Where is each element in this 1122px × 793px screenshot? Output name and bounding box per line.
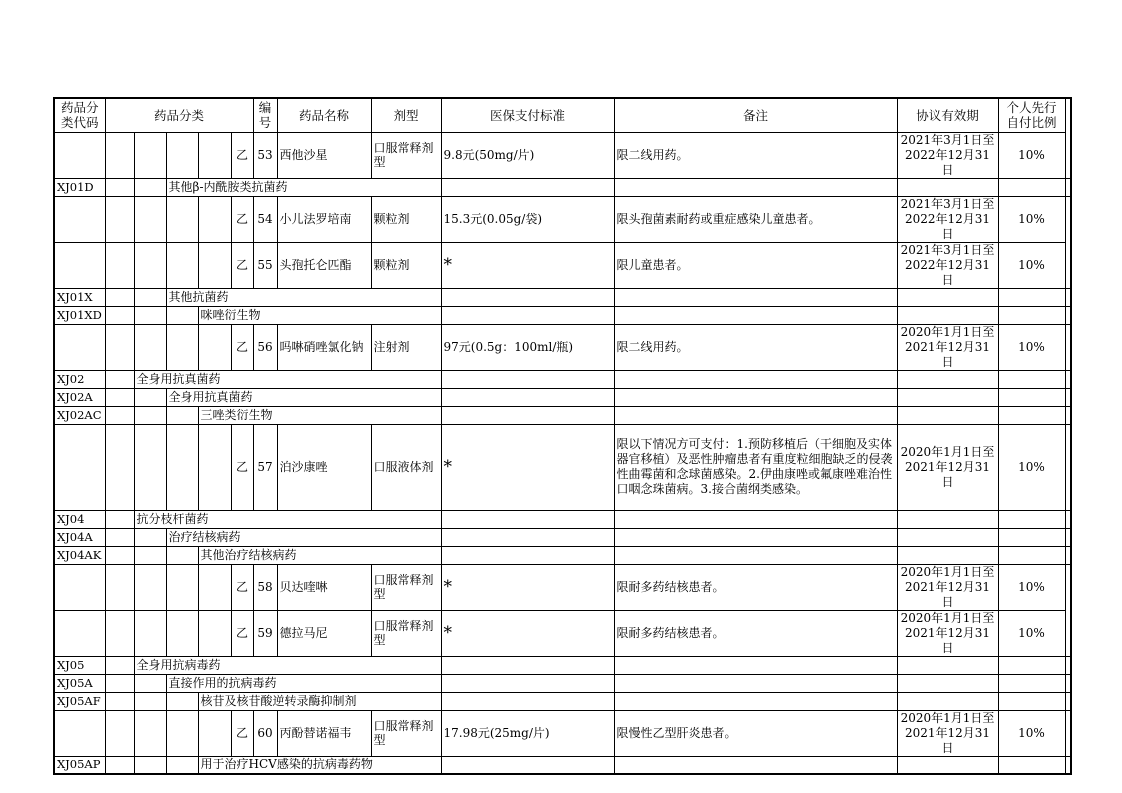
category-code: XJ04A bbox=[54, 528, 105, 546]
category-code: XJ05AF bbox=[54, 692, 105, 710]
category-label: 全身用抗病毒药 bbox=[134, 656, 441, 674]
drug-name: 泊沙康唑 bbox=[277, 424, 371, 510]
category-cell bbox=[134, 692, 166, 710]
category-label: 其他抗菌药 bbox=[166, 288, 441, 306]
category-cell bbox=[198, 324, 231, 370]
category-cell bbox=[198, 610, 231, 656]
category-row bbox=[54, 674, 1071, 692]
empty-cell bbox=[1065, 178, 1071, 196]
empty-cell bbox=[441, 406, 614, 424]
drug-name: 头孢托仑匹酯 bbox=[277, 242, 371, 288]
category-cell bbox=[105, 710, 134, 756]
category-cell bbox=[134, 324, 166, 370]
category-cell bbox=[198, 196, 231, 242]
category-cell bbox=[134, 132, 166, 178]
category-cell bbox=[105, 196, 134, 242]
remark: 限耐多药结核患者。 bbox=[614, 564, 897, 610]
payment-standard: * bbox=[441, 610, 614, 656]
class-cell: 乙 bbox=[231, 564, 253, 610]
category-cell bbox=[198, 424, 231, 510]
empty-cell bbox=[614, 406, 897, 424]
empty-cell bbox=[614, 370, 897, 388]
empty-cell bbox=[998, 388, 1065, 406]
category-cell bbox=[105, 370, 134, 388]
category-code: XJ01D bbox=[54, 178, 105, 196]
code-cell bbox=[54, 564, 105, 610]
empty-cell bbox=[441, 528, 614, 546]
empty-cell bbox=[998, 692, 1065, 710]
category-code: XJ05AP bbox=[54, 756, 105, 774]
category-cell bbox=[198, 710, 231, 756]
category-label: 三唑类衍生物 bbox=[198, 406, 441, 424]
drug-name: 丙酚替诺福韦 bbox=[277, 710, 371, 756]
code-cell bbox=[54, 710, 105, 756]
drug-row bbox=[54, 424, 1071, 510]
class-cell: 乙 bbox=[231, 710, 253, 756]
category-cell bbox=[105, 132, 134, 178]
category-cell bbox=[166, 306, 198, 324]
dosage-form: 颗粒剂 bbox=[371, 196, 441, 242]
payment-standard: 97元(0.5g：100ml/瓶) bbox=[441, 324, 614, 370]
category-label: 咪唑衍生物 bbox=[198, 306, 441, 324]
validity-period: 2021年3月1日至2022年12月31日 bbox=[897, 242, 998, 288]
category-cell bbox=[134, 564, 166, 610]
empty-cell bbox=[897, 288, 998, 306]
category-code: XJ05 bbox=[54, 656, 105, 674]
category-row bbox=[54, 656, 1071, 674]
empty-cell bbox=[441, 288, 614, 306]
empty-cell bbox=[441, 510, 614, 528]
category-cell bbox=[134, 178, 166, 196]
category-code: XJ02A bbox=[54, 388, 105, 406]
dosage-form: 口服常释剂型 bbox=[371, 132, 441, 178]
empty-cell bbox=[897, 674, 998, 692]
validity-period: 2021年3月1日至2022年12月31日 bbox=[897, 196, 998, 242]
drug-number: 58 bbox=[253, 564, 277, 610]
category-cell bbox=[105, 546, 134, 564]
empty-cell bbox=[441, 388, 614, 406]
category-cell bbox=[134, 756, 166, 774]
validity-period: 2021年3月1日至2022年12月31日 bbox=[897, 132, 998, 178]
category-cell bbox=[166, 692, 198, 710]
validity-period: 2020年1月1日至2021年12月31日 bbox=[897, 610, 998, 656]
empty-cell bbox=[441, 370, 614, 388]
self-pay-ratio: 10% bbox=[998, 710, 1065, 756]
empty-cell bbox=[441, 306, 614, 324]
category-cell bbox=[105, 674, 134, 692]
header-validity: 协议有效期 bbox=[897, 98, 998, 132]
header-no: 编号 bbox=[253, 98, 277, 132]
empty-cell bbox=[998, 288, 1065, 306]
category-code: XJ02 bbox=[54, 370, 105, 388]
empty-cell bbox=[1065, 306, 1071, 324]
category-cell bbox=[105, 324, 134, 370]
category-cell bbox=[166, 406, 198, 424]
category-cell bbox=[134, 546, 166, 564]
empty-cell bbox=[897, 528, 998, 546]
remark: 限耐多药结核患者。 bbox=[614, 610, 897, 656]
header-category: 药品分类 bbox=[105, 98, 253, 132]
dosage-form: 口服常释剂型 bbox=[371, 564, 441, 610]
category-row bbox=[54, 178, 1071, 196]
category-code: XJ04AK bbox=[54, 546, 105, 564]
category-cell bbox=[105, 692, 134, 710]
category-label: 核苷及核苷酸逆转录酶抑制剂 bbox=[198, 692, 441, 710]
dosage-form: 注射剂 bbox=[371, 324, 441, 370]
empty-cell bbox=[897, 370, 998, 388]
category-cell bbox=[134, 288, 166, 306]
self-pay-ratio: 10% bbox=[998, 242, 1065, 288]
category-cell bbox=[198, 564, 231, 610]
code-cell bbox=[54, 242, 105, 288]
self-pay-ratio: 10% bbox=[998, 610, 1065, 656]
drug-row bbox=[54, 242, 1071, 288]
category-label: 全身用抗真菌药 bbox=[166, 388, 441, 406]
category-row bbox=[54, 528, 1071, 546]
category-cell bbox=[105, 656, 134, 674]
drug-number: 57 bbox=[253, 424, 277, 510]
empty-cell bbox=[614, 528, 897, 546]
payment-standard: 15.3元(0.05g/袋) bbox=[441, 196, 614, 242]
empty-cell bbox=[998, 546, 1065, 564]
code-cell bbox=[54, 610, 105, 656]
category-code: XJ01XD bbox=[54, 306, 105, 324]
empty-cell bbox=[441, 546, 614, 564]
header-remark: 备注 bbox=[614, 98, 897, 132]
class-cell: 乙 bbox=[231, 324, 253, 370]
payment-standard: 17.98元(25mg/片) bbox=[441, 710, 614, 756]
drug-name: 西他沙星 bbox=[277, 132, 371, 178]
empty-cell bbox=[441, 178, 614, 196]
category-code: XJ05A bbox=[54, 674, 105, 692]
category-label: 其他治疗结核病药 bbox=[198, 546, 441, 564]
remark: 限慢性乙型肝炎患者。 bbox=[614, 710, 897, 756]
category-cell bbox=[198, 242, 231, 288]
class-cell: 乙 bbox=[231, 424, 253, 510]
category-cell bbox=[134, 306, 166, 324]
drug-row bbox=[54, 610, 1071, 656]
category-cell bbox=[166, 242, 198, 288]
class-cell: 乙 bbox=[231, 610, 253, 656]
drug-catalog-table bbox=[53, 97, 1072, 775]
category-cell bbox=[134, 196, 166, 242]
category-cell bbox=[105, 242, 134, 288]
category-code: XJ01X bbox=[54, 288, 105, 306]
empty-cell bbox=[441, 692, 614, 710]
empty-cell bbox=[1065, 388, 1071, 406]
category-row bbox=[54, 306, 1071, 324]
category-row bbox=[54, 756, 1071, 774]
empty-cell bbox=[1065, 406, 1071, 424]
payment-standard: * bbox=[441, 424, 614, 510]
remark: 限头孢菌素耐药或重症感染儿童患者。 bbox=[614, 196, 897, 242]
empty-cell bbox=[614, 178, 897, 196]
category-row bbox=[54, 406, 1071, 424]
category-row bbox=[54, 692, 1071, 710]
category-row bbox=[54, 510, 1071, 528]
empty-cell bbox=[1065, 528, 1071, 546]
category-row bbox=[54, 546, 1071, 564]
empty-cell bbox=[897, 692, 998, 710]
payment-standard: * bbox=[441, 564, 614, 610]
category-code: XJ02AC bbox=[54, 406, 105, 424]
header-standard: 医保支付标准 bbox=[441, 98, 614, 132]
category-row bbox=[54, 388, 1071, 406]
empty-cell bbox=[897, 546, 998, 564]
validity-period: 2020年1月1日至2021年12月31日 bbox=[897, 564, 998, 610]
category-cell bbox=[105, 424, 134, 510]
category-label: 直接作用的抗病毒药 bbox=[166, 674, 441, 692]
empty-cell bbox=[614, 388, 897, 406]
drug-row bbox=[54, 324, 1071, 370]
category-cell bbox=[105, 510, 134, 528]
empty-cell bbox=[614, 692, 897, 710]
category-code: XJ04 bbox=[54, 510, 105, 528]
category-cell bbox=[134, 674, 166, 692]
drug-number: 55 bbox=[253, 242, 277, 288]
class-cell: 乙 bbox=[231, 132, 253, 178]
category-label: 抗分枝杆菌药 bbox=[134, 510, 441, 528]
empty-cell bbox=[614, 510, 897, 528]
empty-cell bbox=[1065, 288, 1071, 306]
drug-name: 贝达喹啉 bbox=[277, 564, 371, 610]
empty-cell bbox=[897, 510, 998, 528]
empty-cell bbox=[897, 656, 998, 674]
validity-period: 2020年1月1日至2021年12月31日 bbox=[897, 710, 998, 756]
drug-number: 59 bbox=[253, 610, 277, 656]
remark: 限二线用药。 bbox=[614, 132, 897, 178]
empty-cell bbox=[614, 756, 897, 774]
empty-cell bbox=[1065, 756, 1071, 774]
empty-cell bbox=[998, 656, 1065, 674]
category-cell bbox=[134, 528, 166, 546]
category-cell bbox=[105, 528, 134, 546]
category-cell bbox=[166, 196, 198, 242]
category-cell bbox=[105, 178, 134, 196]
category-cell bbox=[166, 710, 198, 756]
empty-cell bbox=[897, 388, 998, 406]
empty-cell bbox=[441, 656, 614, 674]
category-label: 治疗结核病药 bbox=[166, 528, 441, 546]
code-cell bbox=[54, 196, 105, 242]
header-row bbox=[54, 98, 1071, 132]
dosage-form: 口服常释剂型 bbox=[371, 610, 441, 656]
drug-number: 56 bbox=[253, 324, 277, 370]
empty-cell bbox=[1065, 692, 1071, 710]
empty-cell bbox=[998, 756, 1065, 774]
category-row bbox=[54, 370, 1071, 388]
category-row bbox=[54, 288, 1071, 306]
empty-cell bbox=[614, 306, 897, 324]
self-pay-ratio: 10% bbox=[998, 424, 1065, 510]
category-cell bbox=[105, 406, 134, 424]
header-name: 药品名称 bbox=[277, 98, 371, 132]
empty-cell bbox=[897, 756, 998, 774]
drug-number: 53 bbox=[253, 132, 277, 178]
empty-cell bbox=[614, 288, 897, 306]
category-cell bbox=[166, 546, 198, 564]
header-form: 剂型 bbox=[371, 98, 441, 132]
category-cell bbox=[105, 756, 134, 774]
category-cell bbox=[134, 242, 166, 288]
category-cell bbox=[166, 324, 198, 370]
empty-cell bbox=[1065, 656, 1071, 674]
empty-cell bbox=[998, 406, 1065, 424]
empty-cell bbox=[998, 370, 1065, 388]
category-cell bbox=[105, 288, 134, 306]
drug-row bbox=[54, 132, 1071, 178]
empty-cell bbox=[998, 510, 1065, 528]
drug-number: 60 bbox=[253, 710, 277, 756]
drug-name: 吗啉硝唑氯化钠 bbox=[277, 324, 371, 370]
empty-cell bbox=[897, 178, 998, 196]
class-cell: 乙 bbox=[231, 242, 253, 288]
category-cell bbox=[134, 710, 166, 756]
category-cell bbox=[166, 132, 198, 178]
empty-cell bbox=[998, 674, 1065, 692]
drug-name: 小儿法罗培南 bbox=[277, 196, 371, 242]
category-label: 其他β-内酰胺类抗菌药 bbox=[166, 178, 441, 196]
category-cell bbox=[166, 756, 198, 774]
empty-cell bbox=[998, 178, 1065, 196]
code-cell bbox=[54, 132, 105, 178]
category-label: 全身用抗真菌药 bbox=[134, 370, 441, 388]
empty-cell bbox=[441, 756, 614, 774]
dosage-form: 颗粒剂 bbox=[371, 242, 441, 288]
header-code: 药品分类代码 bbox=[54, 98, 105, 132]
empty-cell bbox=[1065, 674, 1071, 692]
code-cell bbox=[54, 324, 105, 370]
empty-cell bbox=[441, 674, 614, 692]
category-cell bbox=[166, 564, 198, 610]
dosage-form: 口服常释剂型 bbox=[371, 710, 441, 756]
category-cell bbox=[134, 610, 166, 656]
category-cell bbox=[134, 406, 166, 424]
class-cell: 乙 bbox=[231, 196, 253, 242]
category-cell bbox=[105, 564, 134, 610]
category-label: 用于治疗HCV感染的抗病毒药物 bbox=[198, 756, 441, 774]
drug-row bbox=[54, 710, 1071, 756]
remark: 限儿童患者。 bbox=[614, 242, 897, 288]
self-pay-ratio: 10% bbox=[998, 132, 1065, 178]
empty-cell bbox=[614, 656, 897, 674]
self-pay-ratio: 10% bbox=[998, 324, 1065, 370]
empty-cell bbox=[614, 546, 897, 564]
category-cell bbox=[105, 388, 134, 406]
drug-row bbox=[54, 196, 1071, 242]
category-cell bbox=[134, 388, 166, 406]
validity-period: 2020年1月1日至2021年12月31日 bbox=[897, 324, 998, 370]
empty-cell bbox=[1065, 510, 1071, 528]
empty-cell bbox=[998, 528, 1065, 546]
code-cell bbox=[54, 424, 105, 510]
validity-period: 2020年1月1日至2021年12月31日 bbox=[897, 424, 998, 510]
payment-standard: * bbox=[441, 242, 614, 288]
category-cell bbox=[166, 610, 198, 656]
remark: 限二线用药。 bbox=[614, 324, 897, 370]
remark: 限以下情况方可支付：1.预防移植后（干细胞及实体器官移植）及恶性肿瘤患者有重度粒细胞缺乏的侵袭性曲霉菌和念球菌感染。2.伊曲康唑或氟康唑难治性口咽念珠菌病。3.接合菌纲类感染。 bbox=[614, 424, 897, 510]
self-pay-ratio: 10% bbox=[998, 564, 1065, 610]
category-cell bbox=[105, 610, 134, 656]
category-cell bbox=[105, 306, 134, 324]
category-cell bbox=[166, 424, 198, 510]
self-pay-ratio: 10% bbox=[998, 196, 1065, 242]
drug-number: 54 bbox=[253, 196, 277, 242]
empty-cell bbox=[1065, 546, 1071, 564]
empty-cell bbox=[897, 306, 998, 324]
header-ratio: 个人先行自付比例 bbox=[998, 98, 1065, 132]
drug-row bbox=[54, 564, 1071, 610]
empty-cell bbox=[897, 406, 998, 424]
payment-standard: 9.8元(50mg/片) bbox=[441, 132, 614, 178]
drug-name: 德拉马尼 bbox=[277, 610, 371, 656]
empty-cell bbox=[614, 674, 897, 692]
category-cell bbox=[134, 424, 166, 510]
category-cell bbox=[198, 132, 231, 178]
empty-cell bbox=[1065, 370, 1071, 388]
empty-cell bbox=[998, 306, 1065, 324]
dosage-form: 口服液体剂 bbox=[371, 424, 441, 510]
